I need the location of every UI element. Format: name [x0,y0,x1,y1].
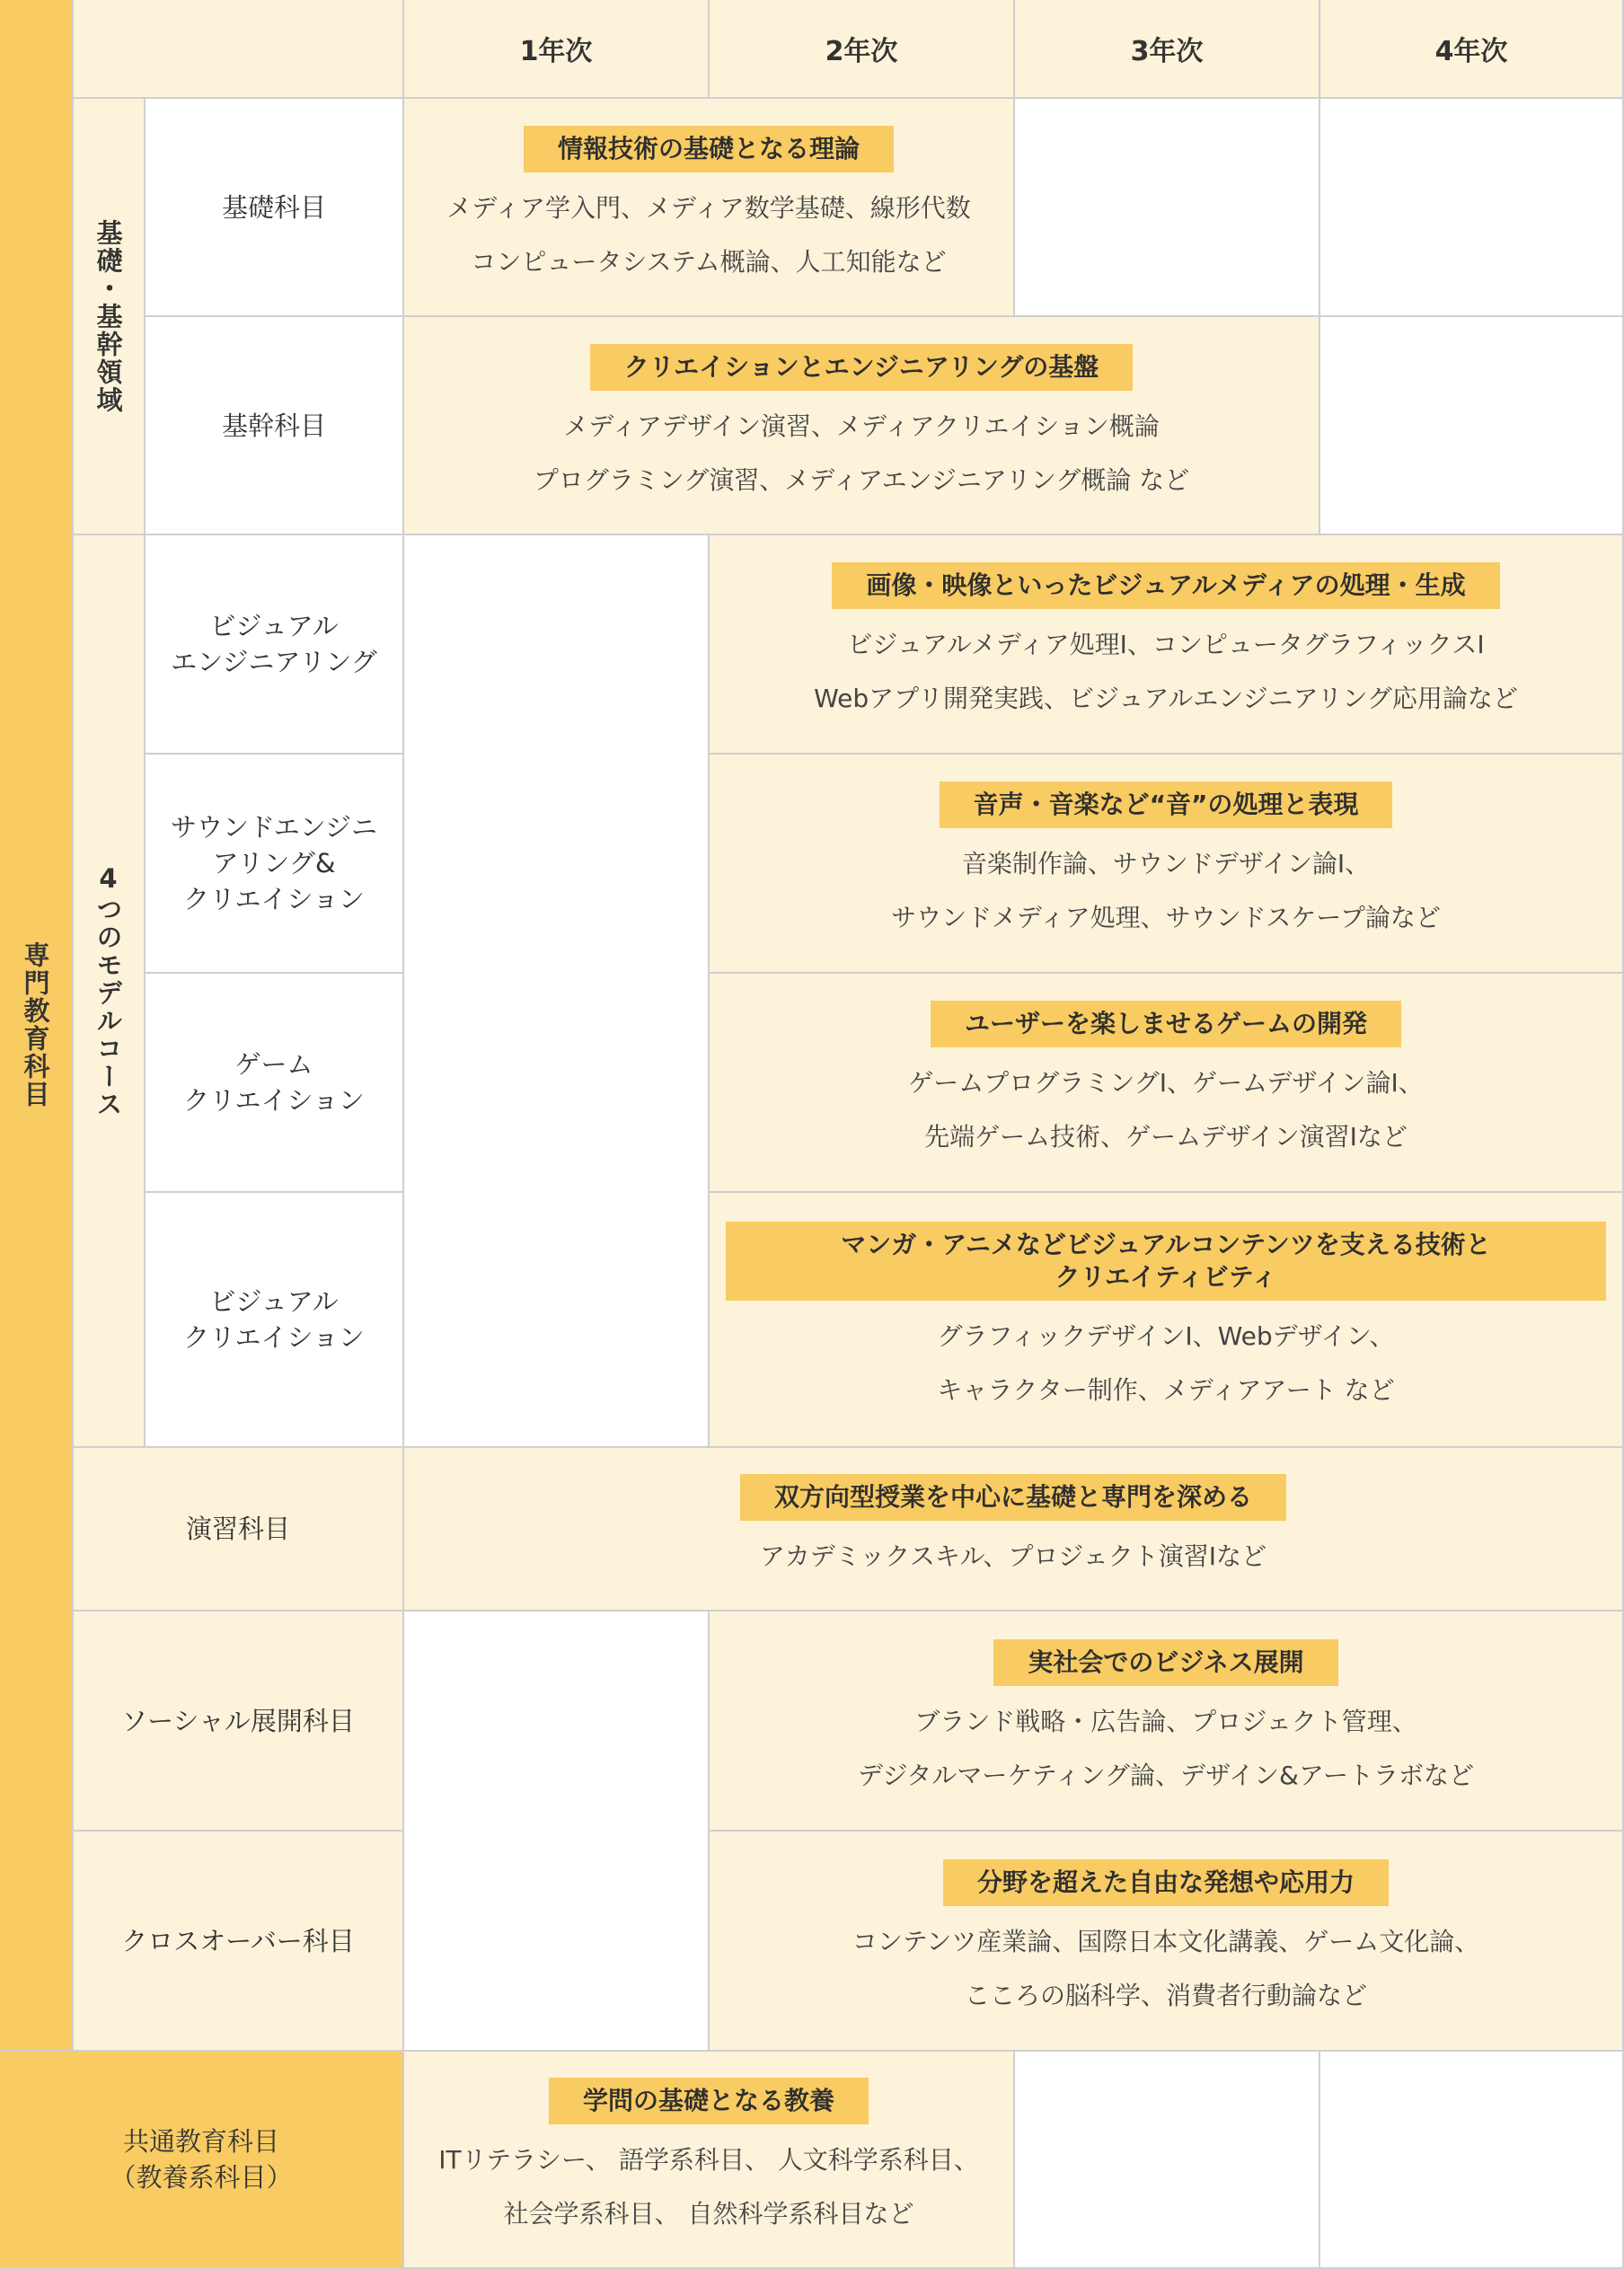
content-tag-line: クリエイティビティ [1055,1262,1277,1292]
content-kikan [404,317,1320,535]
empty-cell [1320,99,1624,317]
row-label-cross [74,1832,404,2052]
row-label-visual-creation [146,1193,404,1448]
course-line: コンテンツ産業論、国際日本文化講義、ゲーム文化論、 [852,1926,1480,1956]
course-line: 音楽制作論、サウンドデザイン論Ⅰ、 [961,849,1371,878]
row-label-game [146,974,404,1193]
content-sound [710,755,1624,974]
content-tag [726,1222,1606,1301]
row-label-line: ゲーム [234,1049,313,1080]
content-tag: 実社会でのビジネス展開 [993,1639,1337,1686]
kiso-area-label: 基礎・基幹領域 [93,218,124,414]
course-line: キャラクター制作、メディアアート など [937,1375,1395,1405]
course-line: ITリテラシー、 語学系科目、 人文科学系科目、 [438,2145,979,2175]
row-label-line: 共通教育科目 [122,2126,279,2157]
content-tag: 画像・映像といったビジュアルメディアの処理・生成 [832,562,1499,609]
course-line: メディア学入門、メディア数学基礎、線形代数 [446,192,971,223]
header-corner [74,0,404,99]
content-tag: クリエイションとエンジニアリングの基盤 [590,344,1134,391]
row-label-line: クリエイション [183,1085,365,1116]
course-line: Webアプリ開発実践、ビジュアルエンジニアリング応用論など [814,684,1518,713]
year-label: 3年次 [1130,36,1204,67]
content-enshu [404,1448,1624,1611]
senmon-label: 専門教育科目 [20,941,51,1108]
row-label-line: （教養系科目） [110,2162,293,2193]
year-header-4 [1320,0,1624,99]
empty-cell [1015,2052,1320,2269]
kiso-area-column [74,99,146,535]
row-label: クロスオーバー科目 [121,1925,355,1956]
row-label-kikan [146,317,404,535]
content-tag: 学問の基礎となる教養 [549,2078,869,2124]
year-header-2 [710,0,1015,99]
course-line: ビジュアルメディア処理Ⅰ、コンピュータグラフィックスⅠ [847,630,1485,659]
content-game [710,974,1624,1193]
content-tag: 双方向型授業を中心に基礎と専門を深める [740,1474,1286,1521]
empty-cell [404,1611,710,2052]
course-line: こころの脳科学、消費者行動論など [964,1980,1367,2010]
content-cross [710,1832,1624,2052]
row-label [183,1046,365,1118]
row-label-kyotsu [0,2052,404,2269]
content-tag: 分野を超えた自由な発想や応用力 [943,1859,1389,1906]
empty-cell [404,535,710,1448]
content-tag: 音声・音楽など“音”の処理と表現 [940,781,1393,828]
content-visual-creation [710,1193,1624,1448]
row-label-sound [146,755,404,974]
row-label: ソーシャル展開科目 [121,1705,355,1736]
course-line: デジタルマーケティング論、デザイン&アートラボなど [858,1760,1474,1790]
course-line: 社会学系科目、 自然科学系科目など [503,2199,914,2229]
row-label-line: アリング& [212,848,336,878]
year-label: 1年次 [519,36,593,67]
row-label [183,1284,365,1355]
empty-cell [1320,2052,1624,2269]
course-line: プログラミング演習、メディアエンジニアリング概論 など [533,464,1190,495]
year-label: 4年次 [1434,36,1508,67]
content-kyotsu [404,2052,1015,2269]
content-visual-engineering [710,535,1624,755]
year-header-3 [1015,0,1320,99]
content-kiso [404,99,1015,317]
course-line: グラフィックデザインⅠ、Webデザイン、 [937,1321,1395,1351]
year-header-1 [404,0,710,99]
content-tag: ユーザーを楽しませるゲームの開発 [931,1001,1401,1047]
course-line: 先端ゲーム技術、ゲームデザイン演習Ⅰなど [924,1122,1408,1152]
row-label: 基幹科目 [221,410,326,441]
model-course-label: 4つのモデルコース [93,863,124,1118]
row-label-visual-engineering [146,535,404,755]
row-label [110,2123,292,2195]
row-label-line: ビジュアル [209,1286,339,1317]
row-label-line: クリエイション [183,1322,365,1353]
row-label: 基礎科目 [221,191,326,223]
row-label-line: エンジニアリング [171,647,377,677]
row-label [171,809,377,917]
row-label [171,608,377,680]
row-label-line: ビジュアル [209,611,339,641]
content-tag: 情報技術の基礎となる理論 [524,126,894,172]
content-social [710,1611,1624,1832]
course-line: コンピュータシステム概論、人工知能など [471,246,947,277]
row-label-line: サウンドエンジニ [170,812,378,843]
senmon-column [0,0,74,2052]
row-label-social [74,1611,404,1832]
row-label: 演習科目 [185,1514,290,1544]
empty-cell [1320,317,1624,535]
course-line: メディアデザイン演習、メディアクリエイション概論 [563,411,1160,441]
course-line: ブランド戦略・広告論、プロジェクト管理、 [914,1706,1417,1736]
row-label-enshu [74,1448,404,1611]
content-tag-line: マンガ・アニメなどビジュアルコンテンツを支える技術と [841,1230,1491,1259]
row-label-line: クリエイション [183,884,365,914]
empty-cell [1015,99,1320,317]
course-line: アカデミックスキル、プロジェクト演習Ⅰなど [759,1541,1267,1571]
model-course-column [74,535,146,1448]
course-line: ゲームプログラミングⅠ、ゲームデザイン論Ⅰ、 [908,1068,1424,1098]
year-label: 2年次 [825,36,898,67]
row-label-kiso [146,99,404,317]
course-line: サウンドメディア処理、サウンドスケープ論など [891,903,1441,932]
